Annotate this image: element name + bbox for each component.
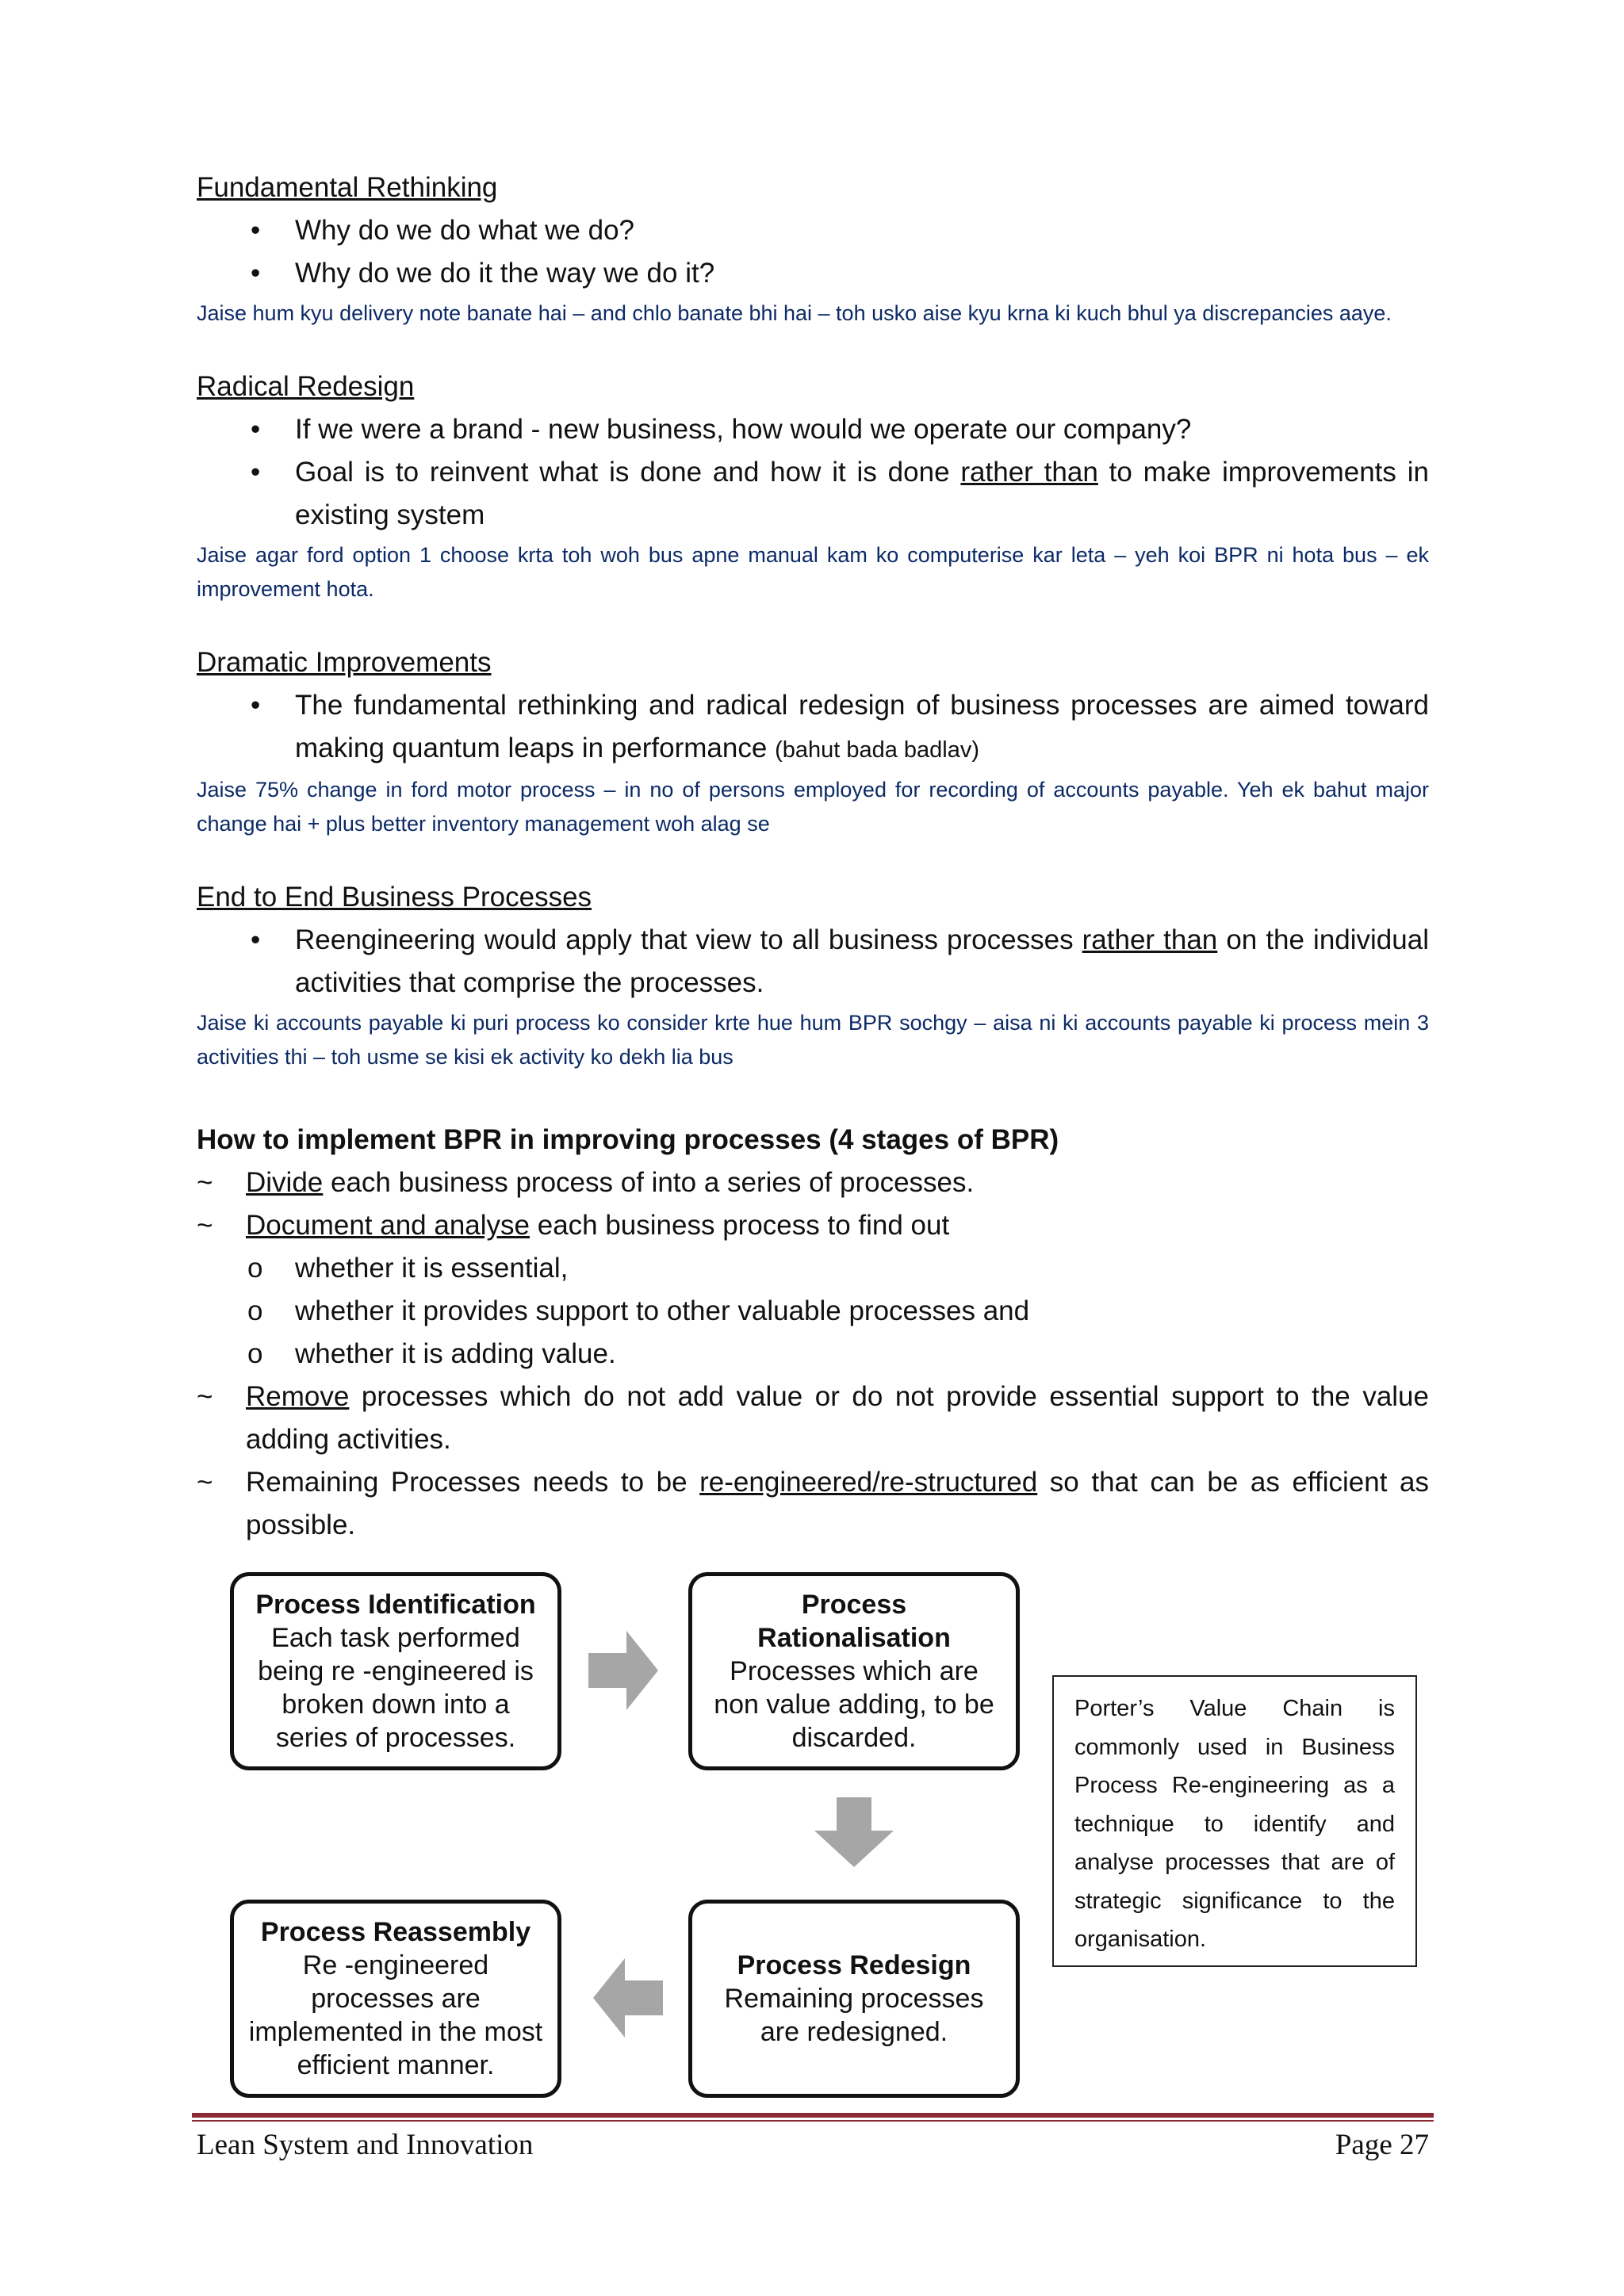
- bullet-item: [197, 919, 1429, 1004]
- step-keyword: Divide: [246, 1167, 324, 1198]
- footer-rule-thin: [192, 2120, 1434, 2122]
- underlined-text: rather than: [1082, 924, 1218, 955]
- step-text: processes which do not add value or do not provide essential support to the value adding activities.: [246, 1381, 1429, 1455]
- bullet-text: Goal is to reinvent what is done and how it is done: [295, 457, 961, 488]
- box-title: Process Rationalisation: [757, 1590, 951, 1653]
- section-title-dramatic-improvements: Dramatic Improvements: [197, 647, 492, 678]
- sub-item: o whether it is essential,: [197, 1247, 1429, 1290]
- footer-title: Lean System and Innovation: [197, 2129, 534, 2161]
- bullet-item: • Why do we do it the way we do it?: [197, 252, 1429, 295]
- step-item: [197, 1461, 1429, 1547]
- note-text: Jaise agar ford option 1 choose krta toh woh bus apne manual kam ko computerise kar leta – yeh koi BPR ni hota bus – ek improvement hota.: [197, 543, 1429, 601]
- arrow-shape: [814, 1797, 894, 1867]
- small-text: (bahut bada badlav): [775, 737, 980, 763]
- bullet-text: to make improvements in existing system: [295, 457, 1429, 530]
- box-title: Process Reassembly: [260, 1917, 531, 1947]
- sub-list: [197, 1247, 1429, 1376]
- arrow-shape: [588, 1631, 658, 1710]
- bullet-list: [197, 408, 1429, 537]
- box-text: Re -engineered processes are implemented in the most efficient manner.: [248, 1950, 543, 2080]
- bullet-item: • If we were a brand - new business, how would we operate our company?: [197, 408, 1429, 451]
- arrow-shape: [593, 1958, 663, 2038]
- box-title: Process Redesign: [737, 1950, 971, 1980]
- bullet-text: The fundamental rethinking and radical redesign of business processes are aimed toward making quantum leaps in performance: [295, 690, 1429, 763]
- arrow-left-icon: [592, 1957, 665, 2039]
- box-text: Each task performed being re -engineered is broken down into a series of processes.: [258, 1623, 534, 1753]
- page-number: Page 27: [1335, 2129, 1429, 2161]
- arrow-down-icon: [813, 1796, 895, 1869]
- process-redesign-box: [688, 1900, 1020, 2098]
- step-item: [197, 1161, 1429, 1204]
- arrow-right-icon: [587, 1629, 660, 1712]
- implement-heading: How to implement BPR in improving processes (4 stages of BPR): [197, 1124, 1059, 1155]
- bullet-item: [197, 684, 1429, 771]
- box-text: Processes which are non value adding, to be discarded.: [714, 1656, 994, 1753]
- step-keyword: Remove: [246, 1381, 350, 1412]
- box-text: Remaining processes are redesigned.: [724, 1984, 984, 2047]
- step-text: each business process to find out: [530, 1210, 950, 1241]
- steps-list: [197, 1161, 1429, 1547]
- sub-item: o whether it is adding value.: [197, 1333, 1429, 1376]
- note-text: Jaise ki accounts payable ki puri process ko consider krte hue hum BPR sochgy – aisa ni ki accounts payable ki process mein 3 activities thi – toh usme se kisi ek activity ko dekh lia bus: [197, 1011, 1429, 1069]
- step-text: so that can be as efficient as possible.: [246, 1467, 1429, 1540]
- step-keyword: re-engineered/re-structured: [699, 1467, 1038, 1498]
- bullet-list: [197, 919, 1429, 1004]
- step-item: [197, 1204, 1429, 1376]
- bullet-text: Reengineering would apply that view to all business processes: [295, 924, 1082, 955]
- sub-item: o whether it provides support to other valuable processes and: [197, 1290, 1429, 1333]
- section-title-end-to-end: End to End Business Processes: [197, 882, 592, 913]
- underlined-text: rather than: [960, 457, 1098, 488]
- note-text: Jaise 75% change in ford motor process – in no of persons employed for recording of accounts payable. Yeh ek bahut major change hai + plus better inventory management woh alag se: [197, 778, 1429, 836]
- process-reassembly-box: [230, 1900, 561, 2098]
- note-text: Jaise hum kyu delivery note banate hai – and chlo banate bhi hai – toh usko aise kyu krna ki kuch bhul ya discrepancies aaye.: [197, 301, 1392, 325]
- section-title-radical-redesign: Radical Redesign: [197, 371, 415, 402]
- bullet-list: [197, 209, 1429, 295]
- step-item: [197, 1376, 1429, 1461]
- porter-value-chain-note: Porter’s Value Chain is commonly used in Business Process Re-engineering as a technique to identify and analyse processes that are of strategic significance to the organisation.: [1052, 1675, 1417, 1967]
- process-rationalisation-box: [688, 1572, 1020, 1770]
- page-body: [197, 166, 1429, 1547]
- bullet-item: [197, 451, 1429, 537]
- process-identification-box: [230, 1572, 561, 1770]
- bullet-text: on the individual activities that comprise the processes.: [295, 924, 1429, 998]
- step-keyword: Document and analyse: [246, 1210, 530, 1241]
- bullet-item: • Why do we do what we do?: [197, 209, 1429, 252]
- step-text: each business process of into a series of processes.: [323, 1167, 975, 1198]
- footer-rule: [192, 2113, 1434, 2118]
- bullet-list: [197, 684, 1429, 771]
- step-text: Remaining Processes needs to be: [246, 1467, 700, 1498]
- section-title-fundamental-rethinking: Fundamental Rethinking: [197, 172, 498, 203]
- box-title: Process Identification: [255, 1590, 536, 1620]
